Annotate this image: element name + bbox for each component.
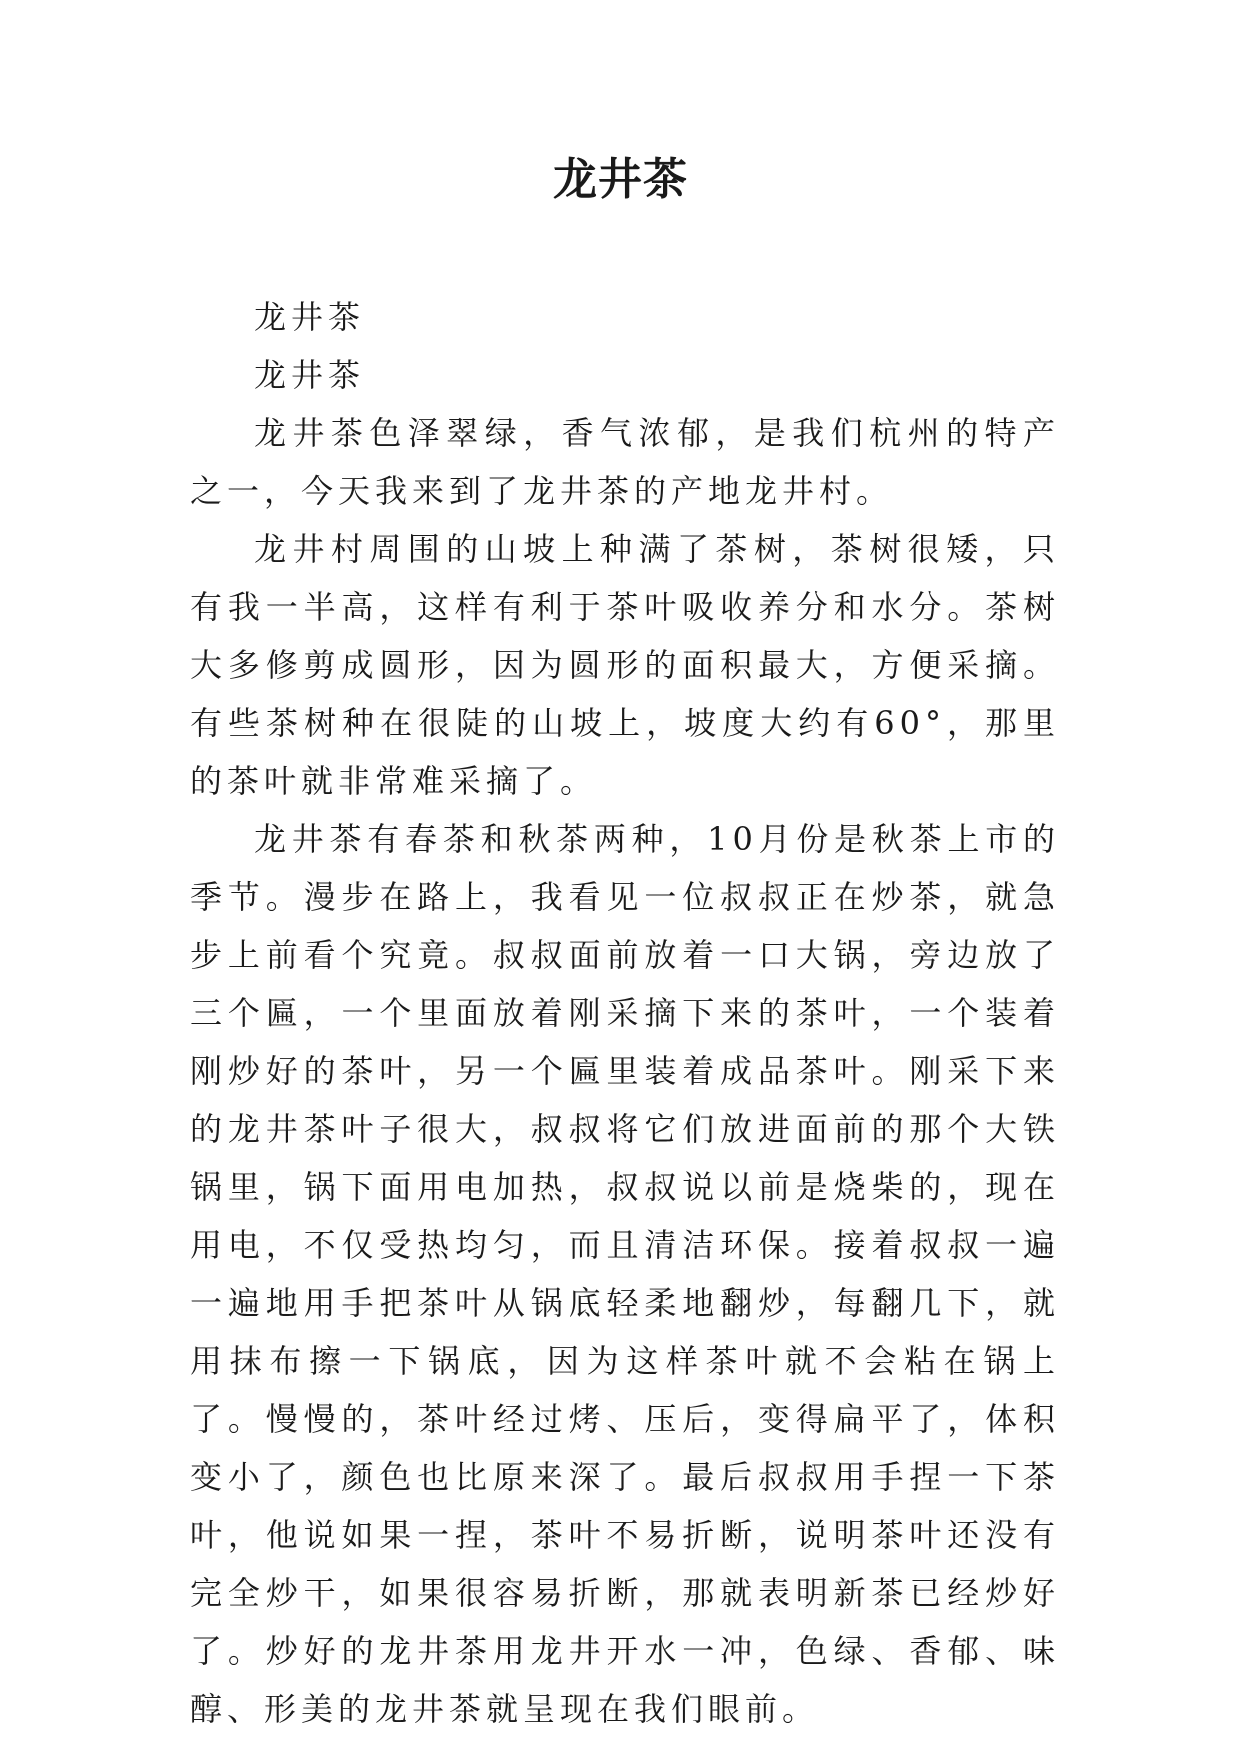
paragraph-subtitle-1: 龙井茶 (254, 298, 366, 336)
document-title: 龙井茶 (553, 154, 688, 205)
paragraph-subtitle-2: 龙井茶 (254, 356, 366, 394)
paragraph-intro: 龙井茶色泽翠绿，香气浓郁，是我们杭州的特产之一，今天我来到了龙井茶的产地龙井村。 (190, 414, 1060, 510)
paragraph-tea-roasting: 龙井茶有春茶和秋茶两种，10月份是秋茶上市的季节。漫步在路上，我看见一位叔叔正在炒茶，就急步上前看个究竟。叔叔面前放着一口大锅，旁边放了三个匾，一个里面放着刚采摘下来的茶叶，一个装着刚炒好的茶叶，另一个匾里装着成品茶叶。刚采下来的龙井茶叶子很大，叔叔将它们放进面前的那个大铁锅里，锅下面用电加热，叔叔说以前是烧柴的，现在用电，不仅受热均匀，而且清洁环保。接着叔叔一遍一遍地用手把茶叶从锅底轻柔地翻炒，每翻几下，就用抹布擦一下锅底，因为这样茶叶就不会粘在锅上了。慢慢的，茶叶经过烤、压后，变得扁平了，体积变小了，颜色也比原来深了。最后叔叔用手捏一下茶叶，他说如果一捏，茶叶不易折断，说明茶叶还没有完全炒干，如果很容易折断，那就表明新茶已经炒好了。炒好的龙井茶用龙井开水一冲，色绿、香郁、味醇、形美的龙井茶就呈现在我们眼前。 (190, 820, 1060, 1728)
paragraph-tea-trees: 龙井村周围的山坡上种满了茶树，茶树很矮，只有我一半高，这样有利于茶叶吸收养分和水分。茶树大多修剪成圆形，因为圆形的面积最大，方便采摘。有些茶树种在很陡的山坡上，坡度大约有60°，那里的茶叶就非常难采摘了。 (190, 530, 1060, 800)
document-body (190, 288, 1060, 1738)
